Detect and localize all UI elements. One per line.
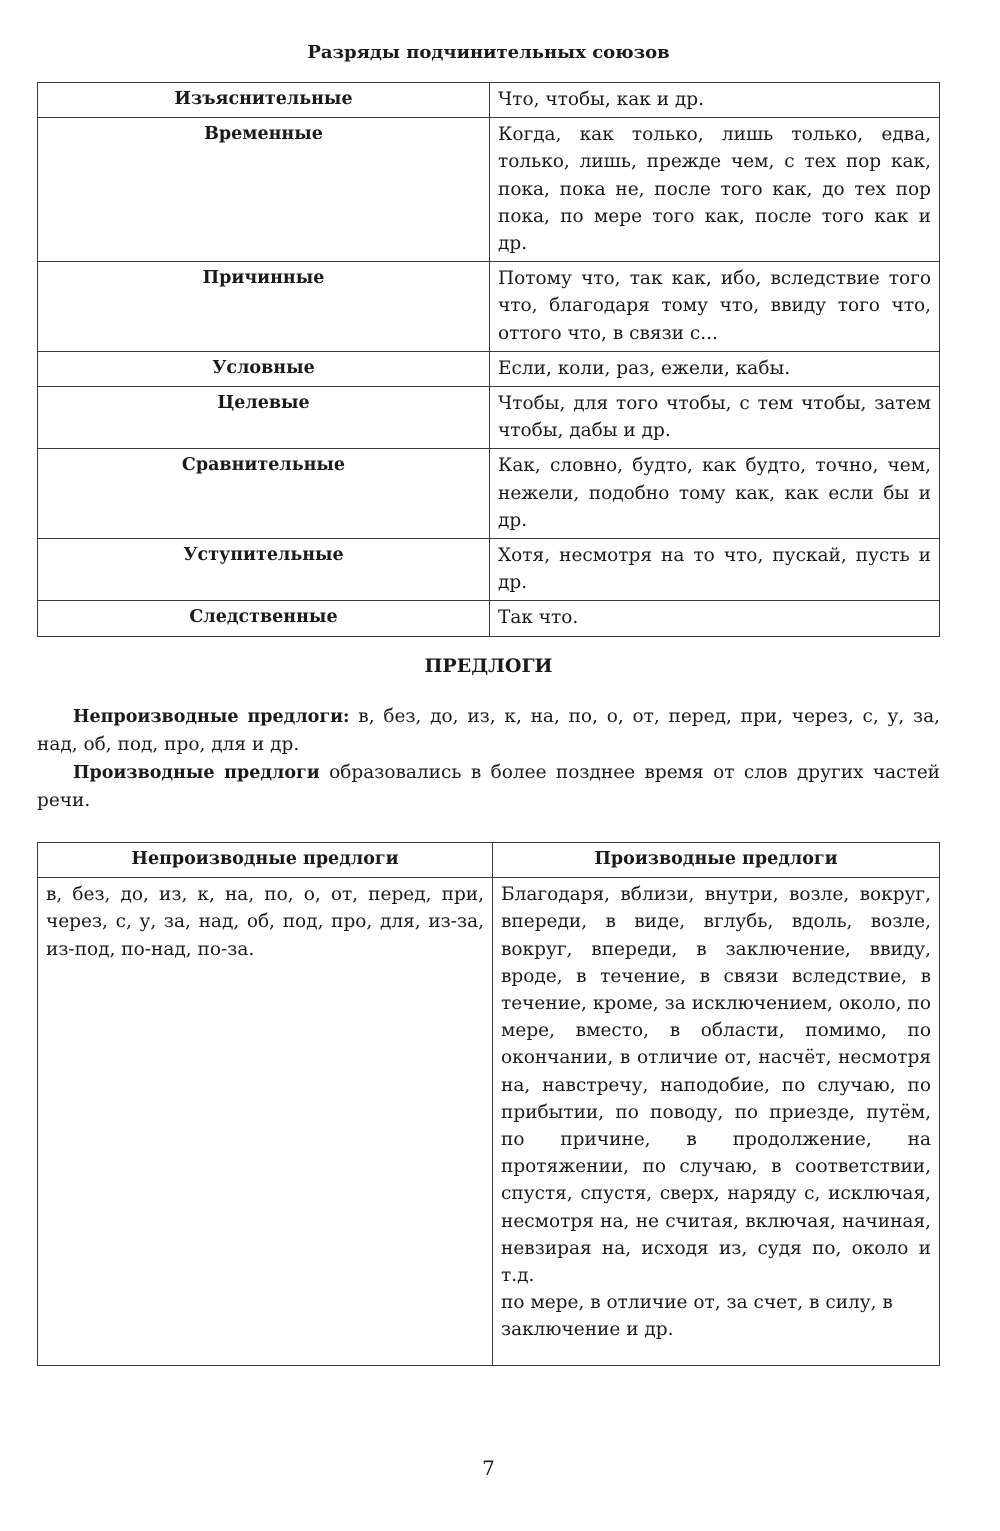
conjunction-examples: Так что. xyxy=(490,601,940,636)
table-row xyxy=(38,118,940,262)
derived-prepositions-term: Производные предлоги xyxy=(73,763,320,783)
primary-prepositions-cell: в, без, до, из, к, на, по, о, от, перед, при, через, с, у, за, над, об, под, про, для, из-за, из-под, по-над, по-за. xyxy=(38,878,493,1366)
page-number: 7 xyxy=(482,1456,495,1480)
table-row xyxy=(38,83,940,118)
prepositions-section-title: ПРЕДЛОГИ xyxy=(424,655,553,677)
table-header-row xyxy=(38,843,940,878)
derived-prepositions-header: Производные предлоги xyxy=(493,843,940,878)
conjunction-category: Изъяснительные xyxy=(38,83,490,118)
conjunction-category: Условные xyxy=(38,351,490,386)
conjunction-examples: Потому что, так как, ибо, вследствие того что, благодаря тому что, ввиду того что, оттого что, в связи с... xyxy=(490,262,940,352)
prepositions-table xyxy=(37,842,940,1366)
table-row xyxy=(38,351,940,386)
table-row xyxy=(38,878,940,1366)
conjunction-category: Следственные xyxy=(38,601,490,636)
table-row xyxy=(38,387,940,449)
table-row xyxy=(38,539,940,601)
conjunction-category: Уступительные xyxy=(38,539,490,601)
conjunctions-table-title: Разряды подчинительных союзов xyxy=(307,42,670,63)
derived-prepositions-list: Благодаря, вблизи, внутри, возле, вокруг, впереди, в виде, вглубь, вдоль, возле, вокруг, впереди, в заключение, ввиду, вроде, в течение, в связи вследствие, в течение, кроме, за исключением, около, по мере, вместо, в области, помимо, по окончании, в отличие от, насчёт, несмотря на, навстречу, наподобие, по случаю, по прибытии, по поводу, по приезде, путём, по причине, в продолжение, на протяжении, по случаю, в соответствии, спустя, спустя, сверх, наряду с, исключая, несмотря на, не считая, включая, начиная, невзирая на, исходя из, судя по, около и т.д. xyxy=(501,884,931,1287)
table-row xyxy=(38,601,940,636)
conjunction-category: Сравнительные xyxy=(38,449,490,539)
conjunction-examples: Чтобы, для того чтобы, с тем чтобы, затем чтобы, дабы и др. xyxy=(490,387,940,449)
primary-prepositions-text: в, без, до, из, к, на, по, о, от, перед, при, через, с, у, за, над, об, под, про, для и др. xyxy=(37,706,940,755)
conjunction-examples: Как, словно, будто, как будто, точно, чем, нежели, подобно тому как, как если бы и др. xyxy=(490,449,940,539)
conjunction-category: Временные xyxy=(38,118,490,262)
table-row xyxy=(38,262,940,352)
conjunction-category: Целевые xyxy=(38,387,490,449)
primary-prepositions-paragraph xyxy=(37,703,940,759)
primary-prepositions-term: Непроизводные предлоги: xyxy=(73,707,350,727)
primary-prepositions-header: Непроизводные предлоги xyxy=(38,843,493,878)
conjunction-examples: Когда, как только, лишь только, едва, только, лишь, прежде чем, с тех пор как, пока, пока не, после того как, до тех пор пока, по мере того как, после того как и др. xyxy=(490,118,940,262)
conjunction-examples: Если, коли, раз, ежели, кабы. xyxy=(490,351,940,386)
derived-prepositions-extra: по мере, в отличие от, за счет, в силу, в заключение и др. xyxy=(501,1292,893,1341)
table-row xyxy=(38,449,940,539)
derived-prepositions-text: образовались в более позднее время от слов других частей речи. xyxy=(37,762,940,811)
conjunction-examples: Что, чтобы, как и др. xyxy=(490,83,940,118)
conjunction-category: Причинные xyxy=(38,262,490,352)
derived-prepositions-paragraph xyxy=(37,759,940,815)
conjunction-examples: Хотя, несмотря на то что, пускай, пусть и др. xyxy=(490,539,940,601)
conjunctions-table xyxy=(37,82,940,637)
derived-prepositions-cell xyxy=(493,878,940,1366)
